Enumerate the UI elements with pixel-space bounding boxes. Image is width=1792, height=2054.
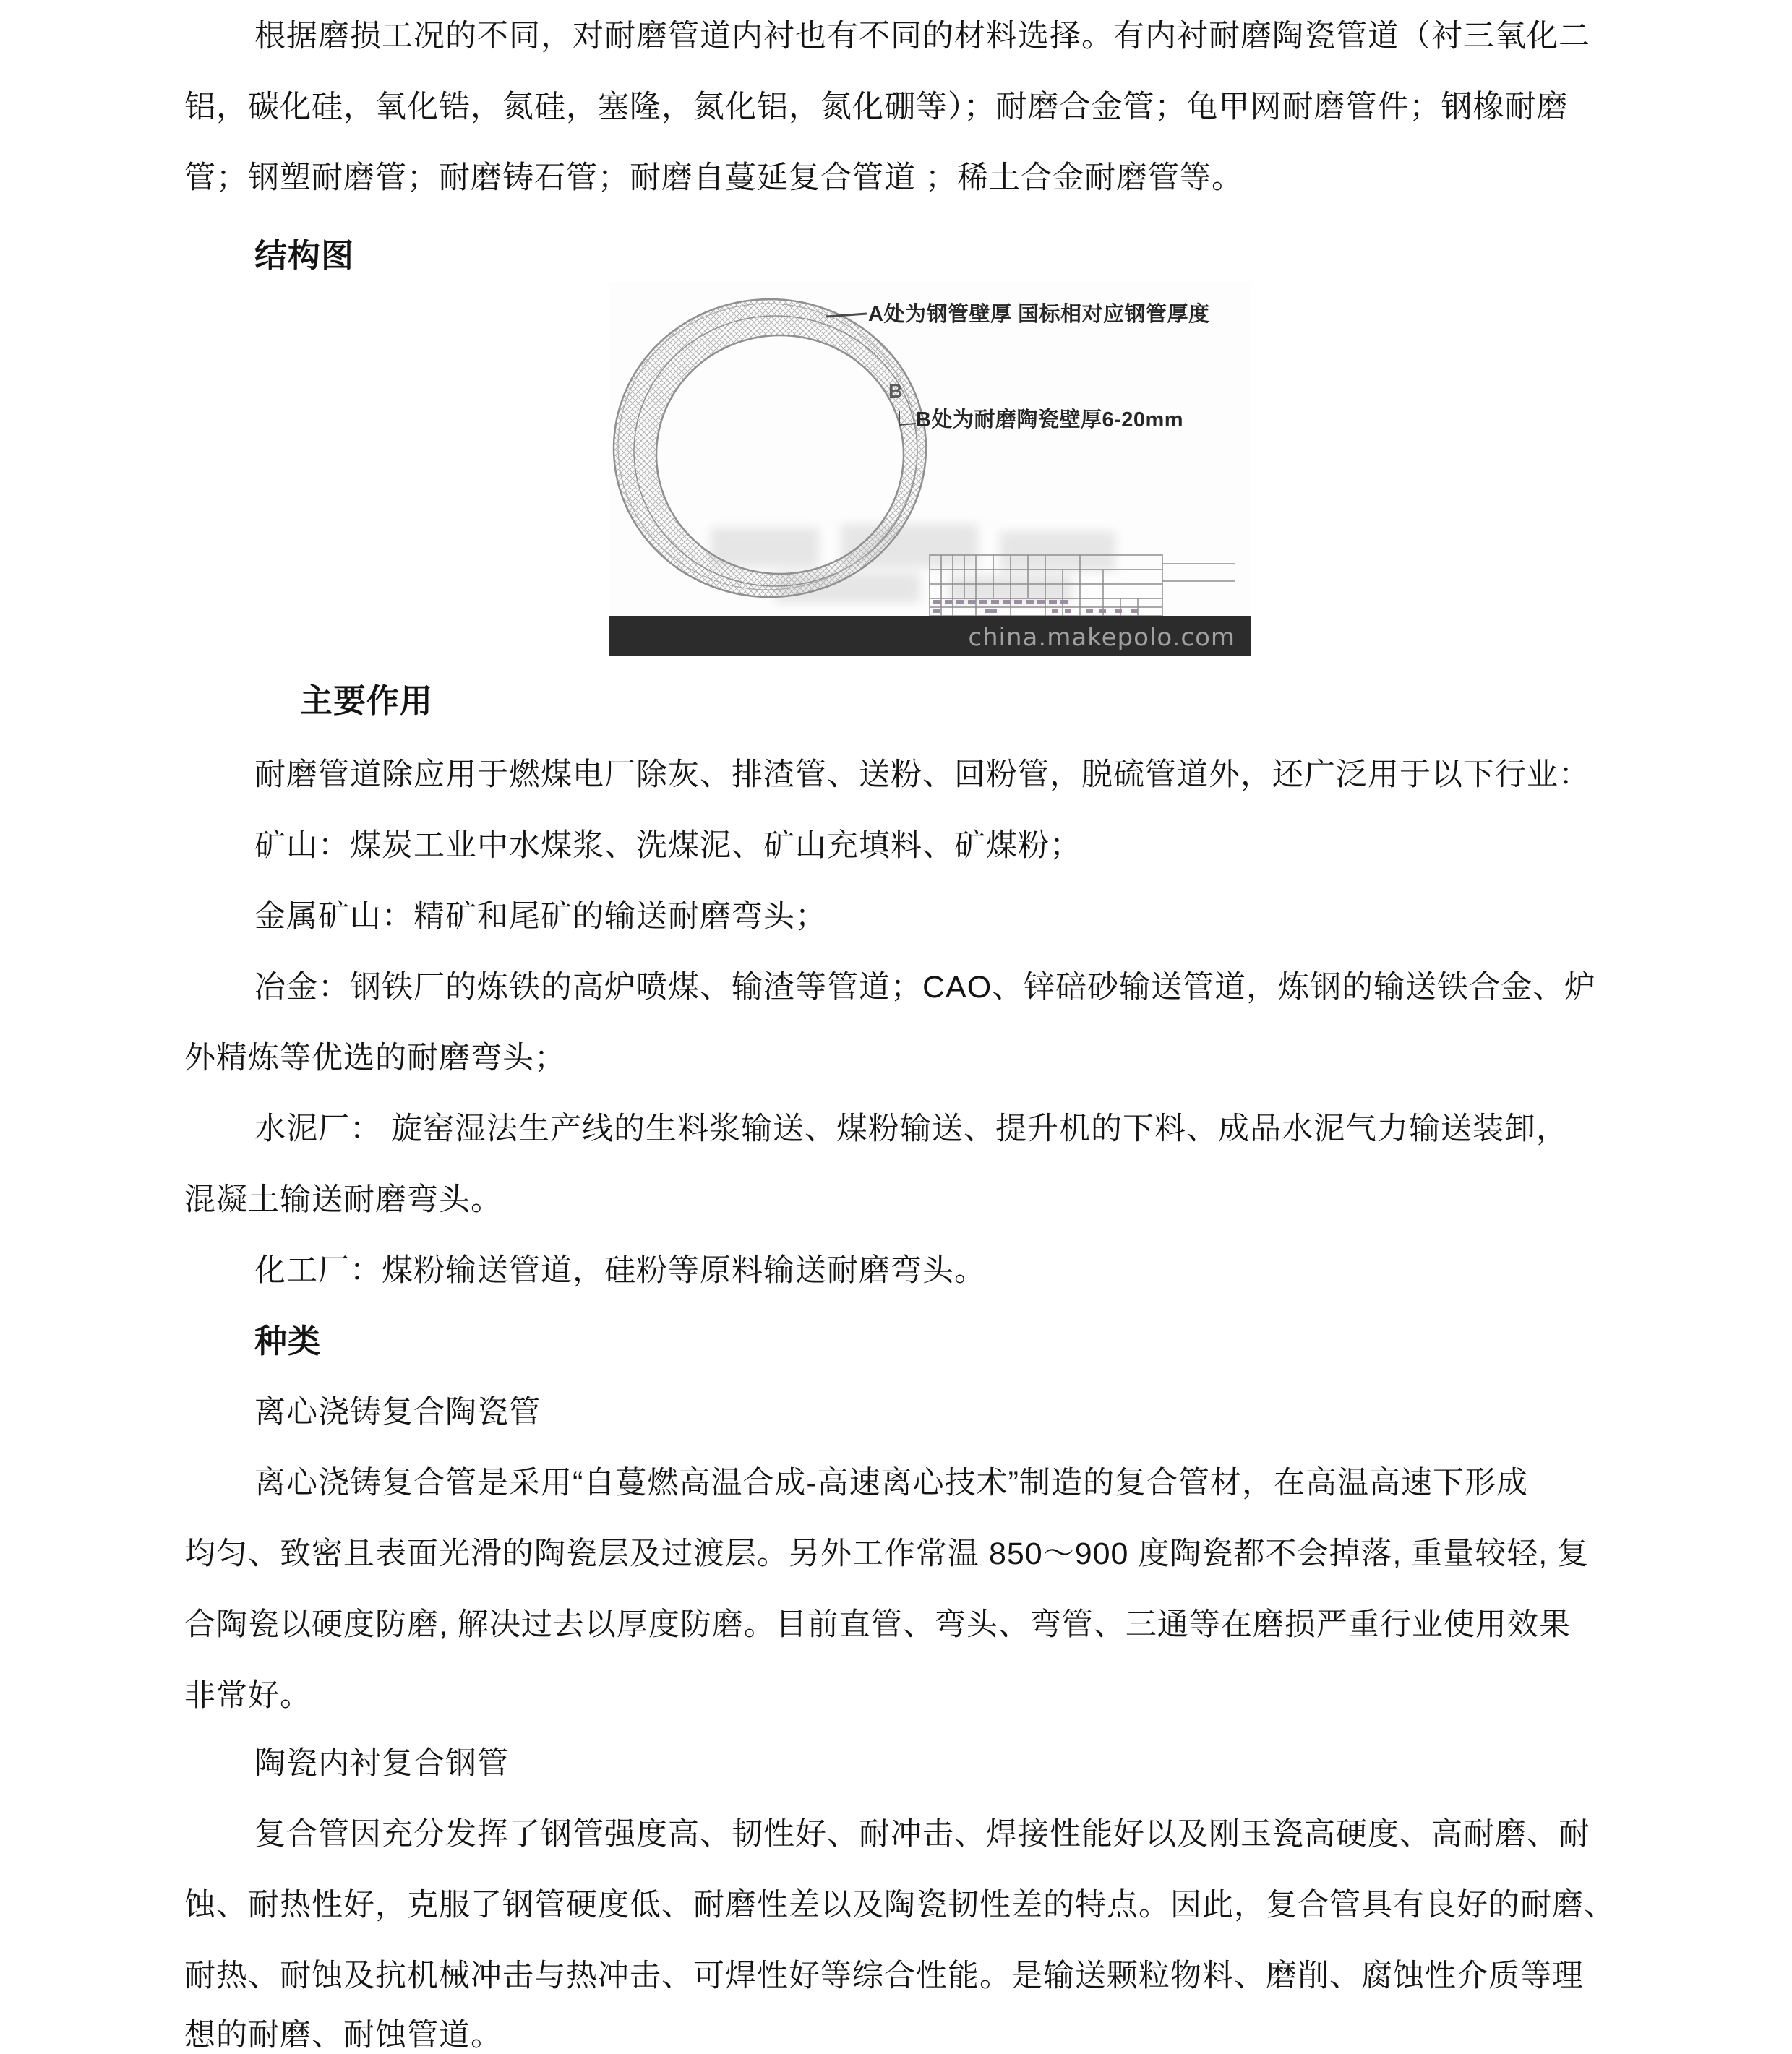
text-line: 混凝土输送耐磨弯头。 — [184, 1182, 502, 1217]
text-line: 离心浇铸复合管是采用“自蔓燃高温合成-高速离心技术”制造的复合管材，在高温高速下形成 — [254, 1466, 1528, 1500]
label-B: B — [888, 380, 903, 402]
text-line: 冶金：钢铁厂的炼铁的高炉喷煤、输渣等管道；CAO、锌碚砂输送管道，炼钢的输送铁合金、炉 — [254, 970, 1597, 1005]
text-line: 管；钢塑耐磨管；耐磨铸石管；耐磨自蔓延复合管道 ；稀土合金耐磨管等。 — [184, 160, 1243, 195]
text-line: 耐磨管道除应用于燃煤电厂除灰、排渣管、送粉、回粉管，脱硫管道外，还广泛用于以下行业： — [254, 757, 1590, 792]
text-line: 想的耐磨、耐蚀管道。 — [184, 2018, 502, 2053]
text-line: 复合管因充分发挥了钢管强度高、韧性好、耐冲击、焊接性能好以及刚玉瓷高硬度、高耐磨、耐 — [254, 1817, 1590, 1852]
text-line: 非常好。 — [184, 1678, 312, 1713]
text-line: 矿山：煤炭工业中水煤浆、洗煤泥、矿山充填料、矿煤粉； — [254, 828, 1081, 863]
structure-diagram-figure — [609, 282, 1251, 656]
watermark-text: china.makepolo.com — [968, 623, 1235, 652]
text-line: 陶瓷内衬复合钢管 — [254, 1746, 509, 1781]
text-line: 外精炼等优选的耐磨弯头； — [184, 1041, 566, 1075]
text-line: 均匀、致密且表面光滑的陶瓷层及过渡层。另外工作常温 850～900 度陶瓷都不会掉落, 重量较轻, 复 — [184, 1537, 1590, 1571]
text-line: 金属矿山：精矿和尾矿的输送耐磨弯头； — [254, 899, 827, 934]
text-line: 蚀、耐热性好，克服了钢管硬度低、耐磨性差以及陶瓷韧性差的特点。因此，复合管具有良好的耐磨、 — [184, 1888, 1616, 1922]
text-line: 化工厂：煤粉输送管道，硅粉等原料输送耐磨弯头。 — [254, 1253, 986, 1288]
text-line: 铝，碳化硅，氧化锆，氮硅，塞隆，氮化铝，氮化硼等）；耐磨合金管；龟甲网耐磨管件；钢橡耐磨 — [184, 90, 1569, 124]
annotation-steel-wall-thickness: A处为钢管壁厚 国标相对应钢管厚度 — [868, 303, 1210, 326]
section-heading: 种类 — [254, 1323, 322, 1359]
section-heading: 结构图 — [254, 237, 355, 274]
text-line: 耐热、耐蚀及抗机械冲击与热冲击、可焊性好等综合性能。是输送颗粒物料、磨削、腐蚀性介质等理 — [184, 1959, 1584, 1993]
text-line: 根据磨损工况的不同，对耐磨管道内衬也有不同的材料选择。有内衬耐磨陶瓷管道（衬三氧化二 — [254, 19, 1590, 53]
text-line: 离心浇铸复合陶瓷管 — [254, 1395, 541, 1430]
text-line: 水泥厂： 旋窑湿法生产线的生料浆输送、煤粉输送、提升机的下料、成品水泥气力输送装卸， — [254, 1112, 1568, 1146]
text-line: 合陶瓷以硬度防磨, 解决过去以厚度防磨。目前直管、弯头、弯管、三通等在磨损严重行业使用效果 — [184, 1607, 1571, 1642]
section-heading: 主要作用 — [300, 682, 434, 719]
annotation-ceramic-wall-thickness: B处为耐磨陶瓷壁厚6-20mm — [916, 408, 1184, 431]
pipe-cross-section-drawing — [609, 282, 1251, 656]
